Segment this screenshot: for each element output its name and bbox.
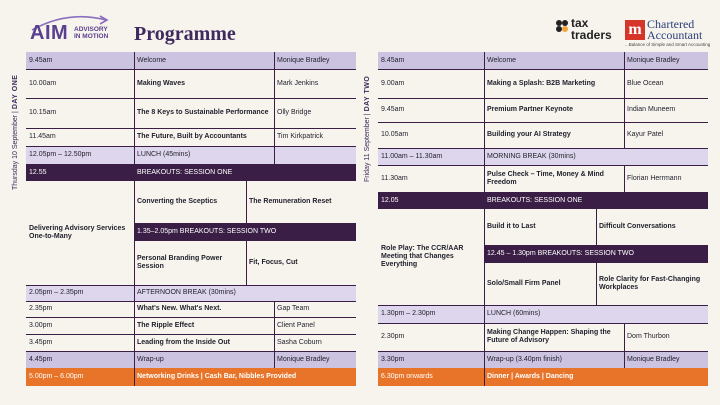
row-time: 11.45am xyxy=(29,133,56,140)
aim-logo xyxy=(28,14,118,44)
row-divider xyxy=(378,98,708,99)
breakout-session-two: 12.45 – 1.30pm BREAKOUTS: SESSION TWO xyxy=(484,245,708,263)
column-divider xyxy=(596,209,597,245)
row-divider xyxy=(378,351,708,352)
row-event: LUNCH (60mins) xyxy=(487,310,541,317)
row-time: 2.30pm xyxy=(381,333,405,340)
breakout-left-label: Delivering Advisory Services One-to-Many xyxy=(29,225,126,240)
row-speaker: Blue Ocean xyxy=(627,79,664,87)
row-speaker: Tim Kirkpatrick xyxy=(277,133,324,140)
row-divider xyxy=(378,305,708,306)
side-divider: | xyxy=(12,109,19,113)
ca-tagline: ...Balance of Simple and Smart Accounting xyxy=(625,42,711,47)
breakout-left-label: Role Play: The CCR/AAR Meeting that Changes Everything xyxy=(381,245,464,268)
table-row xyxy=(26,317,356,334)
row-divider xyxy=(378,122,708,123)
table-row xyxy=(26,368,356,386)
ca-word-1: Chartered xyxy=(647,17,695,31)
aim-logo-sub xyxy=(74,26,108,40)
row-event: The Ripple Effect xyxy=(137,321,195,329)
table-row xyxy=(26,98,356,128)
row-divider xyxy=(378,148,708,149)
row-time: 11.00am – 11.30am xyxy=(381,152,443,160)
ca-logo-word xyxy=(647,19,702,41)
row-event: Pulse Check – Time, Money & Mind Freedom xyxy=(487,170,604,186)
column-divider xyxy=(624,52,625,148)
row-time: 3.00pm xyxy=(29,321,53,329)
row-time: 9.45am xyxy=(381,106,405,113)
chartered-accountant-logo xyxy=(625,17,715,50)
row-time: 12.55 xyxy=(29,168,47,176)
table-row xyxy=(26,52,356,69)
row-speaker: Client Panel xyxy=(277,321,315,329)
row-event: Making Change Happen: Shaping the Future of Advisory xyxy=(487,329,611,344)
breakout-option: Personal Branding Power Session xyxy=(137,255,223,270)
row-speaker: Monique Bradley xyxy=(277,56,330,64)
row-divider xyxy=(26,285,356,286)
day-one-date: Thursday 10 September xyxy=(12,114,19,190)
row-divider xyxy=(26,128,356,129)
row-event: Wrap-up (3.40pm finish) xyxy=(487,355,562,363)
table-row xyxy=(26,351,356,368)
row-divider xyxy=(26,69,356,70)
row-speaker: Dom Thurbon xyxy=(627,333,670,340)
table-row xyxy=(378,165,708,192)
table-row xyxy=(26,334,356,351)
row-divider xyxy=(26,351,356,352)
row-event: MORNING BREAK (30mins) xyxy=(487,152,576,160)
ca-word-2: Accountant xyxy=(647,28,703,42)
row-time: 1.30pm – 2.30pm xyxy=(381,310,436,317)
breakout-option: Fit, Focus, Cut xyxy=(249,259,298,266)
day-one-side-label xyxy=(12,75,19,190)
row-time: 5.00pm – 6.00pm xyxy=(29,373,84,380)
row-event: Building your AI Strategy xyxy=(487,131,571,138)
row-event: Making a Splash: B2B Marketing xyxy=(487,79,596,87)
row-speaker: Kayur Patel xyxy=(627,131,664,138)
row-divider xyxy=(378,165,708,166)
table-row xyxy=(26,285,356,301)
table-row xyxy=(378,323,708,351)
day-one-label: DAY ONE xyxy=(12,74,19,110)
row-speaker: Gap Team xyxy=(277,305,310,312)
column-divider xyxy=(596,263,597,305)
row-time: 12.05pm – 12.50pm xyxy=(29,151,92,158)
row-speaker: Monique Bradley xyxy=(627,355,680,363)
row-divider xyxy=(378,69,708,70)
row-speaker: Indian Muneem xyxy=(627,106,676,113)
day-two-table xyxy=(378,52,708,388)
row-divider xyxy=(26,146,356,147)
table-row xyxy=(378,305,708,323)
column-divider xyxy=(624,323,625,368)
table-row xyxy=(26,301,356,317)
row-event: Welcome xyxy=(487,56,517,64)
column-divider xyxy=(484,52,485,386)
table-row xyxy=(378,122,708,148)
breakout-session-two: 1.35–2.05pm BREAKOUTS: SESSION TWO xyxy=(134,223,356,241)
breakout-option: Build it to Last xyxy=(487,223,536,230)
tax-traders-word xyxy=(571,17,612,41)
table-row xyxy=(378,351,708,368)
aim-sub-line-2: IN MOTION xyxy=(74,33,109,40)
row-time: 10.05am xyxy=(381,131,409,138)
day-two-date: Friday 11 September xyxy=(364,117,371,182)
aim-sub-line-1: ADVISORY xyxy=(74,26,108,33)
row-event: AFTERNOON BREAK (30mins) xyxy=(137,289,236,296)
row-time: 3.30pm xyxy=(381,355,405,363)
row-speaker: Olly Bridge xyxy=(277,109,312,116)
row-divider xyxy=(26,317,356,318)
day-two-side-label xyxy=(364,76,371,182)
column-divider xyxy=(624,165,625,192)
row-event: LUNCH (45mins) xyxy=(137,151,191,158)
breakout-option: Role Clarity for Fast-Changing Workplaces xyxy=(599,276,701,291)
tax-traders-logo xyxy=(555,18,617,42)
column-divider xyxy=(134,52,135,386)
row-time: 10.00am xyxy=(29,79,57,87)
side-divider: | xyxy=(364,111,371,116)
aim-logo-word: AIM xyxy=(30,22,69,44)
row-time: 8.45am xyxy=(381,56,405,64)
row-event: What's New. What's Next. xyxy=(137,305,222,312)
row-time: 11.30am xyxy=(381,174,408,182)
row-event: Leading from the Inside Out xyxy=(137,338,230,346)
breakout-option: Solo/Small Firm Panel xyxy=(487,280,561,287)
tax-word-1: tax xyxy=(571,16,589,30)
row-time: 6.30pm onwards xyxy=(381,373,433,380)
table-row xyxy=(378,98,708,122)
row-event: BREAKOUTS: SESSION ONE xyxy=(137,168,233,176)
row-divider xyxy=(26,98,356,99)
row-event: Networking Drinks | Cash Bar, Nibbles Provided xyxy=(137,373,297,380)
row-event: Making Waves xyxy=(137,79,185,87)
table-row xyxy=(378,368,708,386)
row-event: The Future, Built by Accountants xyxy=(137,133,247,140)
breakout-option: The Remuneration Reset xyxy=(249,198,332,205)
table-row xyxy=(378,69,708,98)
row-event: The 8 Keys to Sustainable Performance xyxy=(137,109,269,116)
ca-logo-mark: m xyxy=(625,20,645,40)
row-speaker: Mark Jenkins xyxy=(277,79,319,87)
day-two-label: DAY TWO xyxy=(364,75,371,112)
row-time: 2.05pm – 2.35pm xyxy=(29,289,84,296)
row-event: BREAKOUTS: SESSION ONE xyxy=(487,196,583,204)
row-time: 2.35pm xyxy=(29,305,53,312)
table-row xyxy=(26,164,356,181)
row-speaker: Monique Bradley xyxy=(627,56,680,64)
breakout-option: Converting the Sceptics xyxy=(137,198,218,205)
row-divider xyxy=(26,301,356,302)
day-one-table xyxy=(26,52,356,388)
row-time: 9.00am xyxy=(381,79,405,87)
row-speaker: Florian Herrmann xyxy=(627,174,682,182)
row-divider xyxy=(26,334,356,335)
row-time: 12.05 xyxy=(381,196,399,204)
row-event: Wrap-up xyxy=(137,355,164,363)
tax-word-2: traders xyxy=(571,28,612,42)
breakout-block xyxy=(378,209,708,305)
row-time: 4.45pm xyxy=(29,355,53,363)
column-divider xyxy=(246,181,247,223)
table-row xyxy=(26,146,356,164)
row-event: Premium Partner Keynote xyxy=(487,106,573,113)
table-row xyxy=(378,148,708,165)
row-event: Welcome xyxy=(137,56,167,64)
row-divider xyxy=(378,323,708,324)
page-title: Programme xyxy=(134,23,236,45)
table-row xyxy=(378,192,708,209)
breakout-option: Difficult Conversations xyxy=(599,223,676,230)
column-divider xyxy=(246,241,247,285)
row-time: 9.45am xyxy=(29,56,53,64)
tax-traders-icon xyxy=(555,19,569,33)
breakout-block xyxy=(26,181,356,285)
table-row xyxy=(378,52,708,69)
row-time: 10.15am xyxy=(29,109,57,116)
row-event: Dinner | Awards | Dancing xyxy=(487,373,574,380)
table-row xyxy=(26,69,356,98)
table-row xyxy=(26,128,356,146)
row-time: 3.45pm xyxy=(29,338,53,346)
row-speaker: Sasha Coburn xyxy=(277,338,322,346)
row-speaker: Monique Bradley xyxy=(277,355,330,363)
